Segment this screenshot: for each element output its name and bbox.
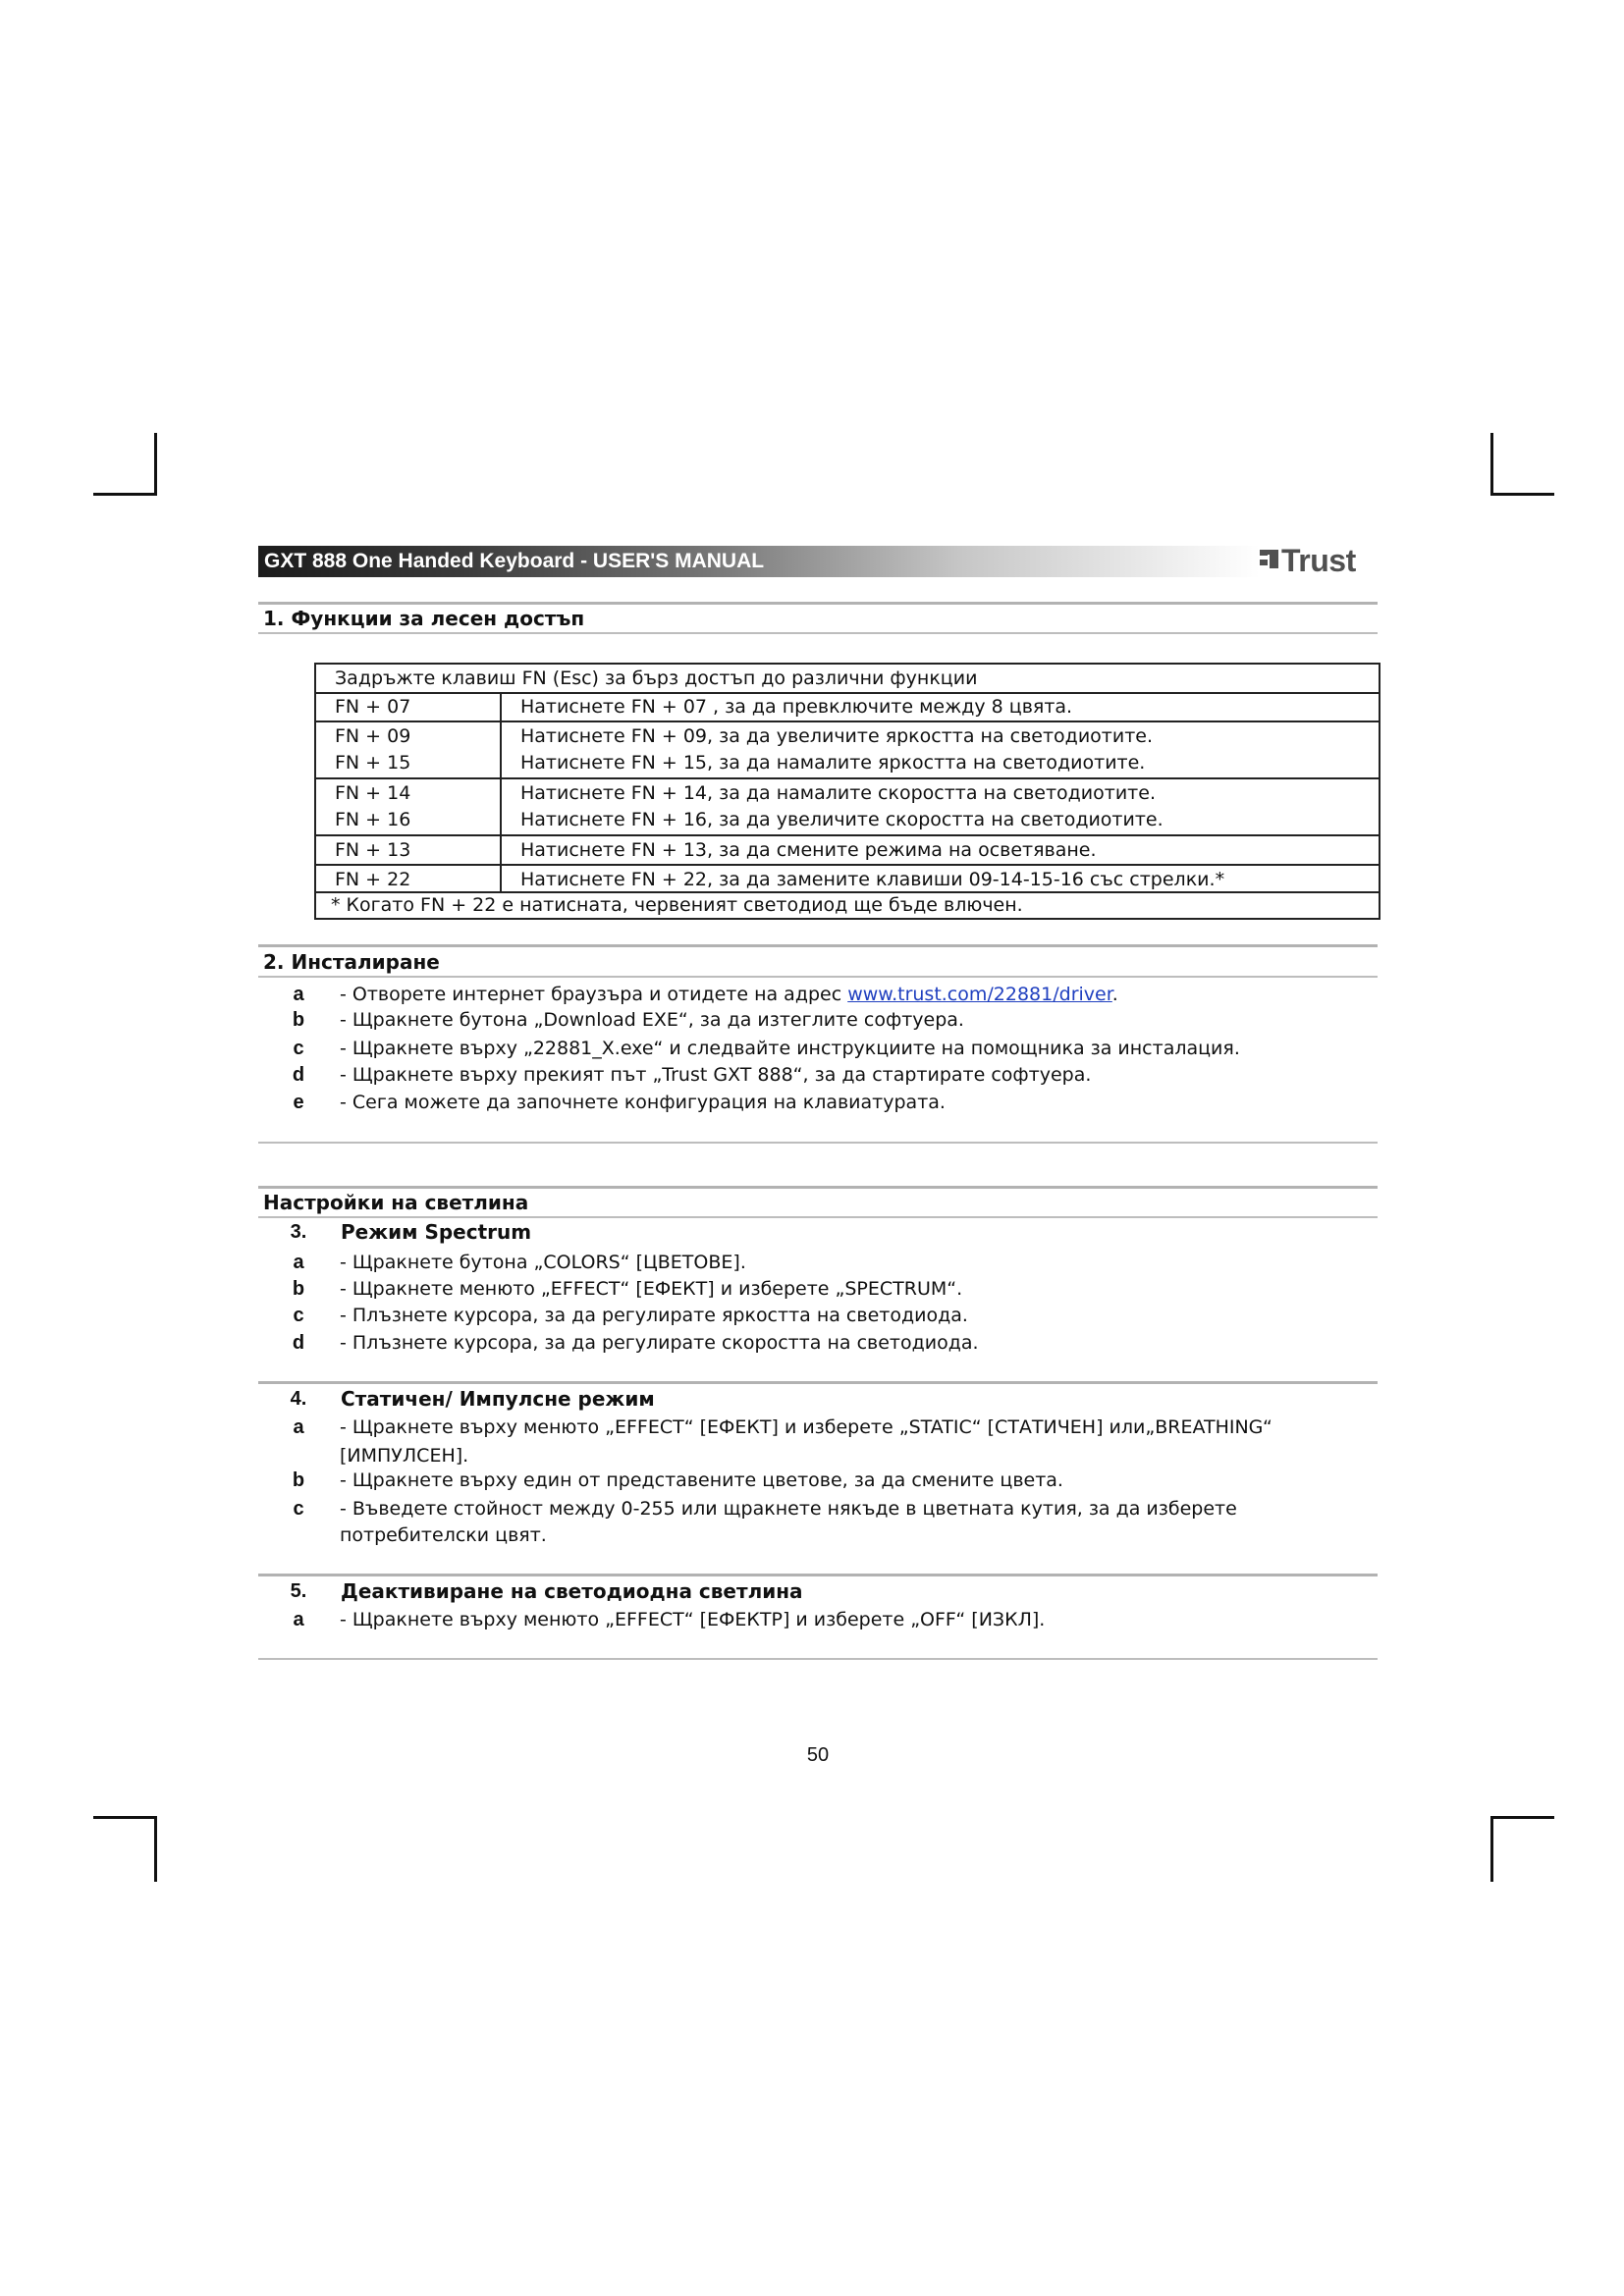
shortcut-key: FN + 14 xyxy=(335,782,411,804)
table-footnote: * Когато FN + 22 е натисната, червеният светодиод ще бъде влючен. xyxy=(331,894,1023,916)
shortcut-table xyxy=(314,663,1380,920)
shortcut-key: FN + 13 xyxy=(335,839,411,861)
crop-mark-bottom-left-horizontal xyxy=(93,1816,157,1819)
step-letter: a xyxy=(293,1416,304,1438)
list-item: - Въведете стойност между 0-255 или щракнете някъде в цветната кутия, за да изберете xyxy=(340,1498,1237,1520)
shortcut-action: Натиснете FN + 09, за да увеличите яркостта на светодиотите. xyxy=(520,725,1154,747)
step-letter: c xyxy=(293,1305,304,1326)
shortcut-key: FN + 22 xyxy=(335,869,411,890)
crop-mark-top-right-vertical xyxy=(1490,433,1493,496)
section-title-lighting: Настройки на светлина xyxy=(263,1191,529,1214)
shortcut-action-cell xyxy=(502,722,1153,777)
shortcut-action: Натиснете FN + 14, за да намалите скоростта на светодиотите. xyxy=(520,782,1156,804)
trust-logo xyxy=(1260,542,1356,579)
step-text: - Отворете интернет браузъра и отидете на адрес xyxy=(340,984,848,1005)
table-row xyxy=(316,836,1379,866)
list-item: - Щракнете менюто „EFFECT“ [ЕФЕКТ] и изберете „SPECTRUM“. xyxy=(340,1278,963,1300)
subsection-number: 3. xyxy=(290,1221,307,1243)
list-item: - Плъзнете курсора, за да регулирате скоростта на светодиода. xyxy=(340,1332,979,1354)
step-letter: c xyxy=(293,1038,304,1059)
table-row xyxy=(316,866,1379,893)
table-intro-text: Задръжте клавиш FN (Esc) за бърз достъп до различни функции xyxy=(335,667,978,689)
shortcut-action: Натиснете FN + 22, за да замените клавиши 09-14-15-16 със стрелки.* xyxy=(520,869,1225,890)
crop-mark-top-left-horizontal xyxy=(93,493,157,496)
subsection-number: 4. xyxy=(290,1388,307,1410)
shortcut-key: FN + 09 xyxy=(335,725,411,747)
list-item: - Щракнете бутона „COLORS“ [ЦВЕТОВЕ]. xyxy=(340,1252,746,1273)
crop-mark-bottom-right-vertical xyxy=(1490,1816,1493,1882)
step-letter: b xyxy=(292,1278,305,1300)
shortcut-key-cell xyxy=(316,694,502,721)
list-item: - Сега можете да започнете конфигурация на клавиатурата. xyxy=(340,1092,946,1113)
table-row xyxy=(316,722,1379,779)
crop-mark-bottom-left-vertical xyxy=(154,1816,157,1882)
shortcut-key-cell xyxy=(316,722,502,777)
shortcut-key-cell xyxy=(316,866,502,891)
shortcut-key: FN + 16 xyxy=(335,809,411,830)
step-letter: e xyxy=(293,1092,304,1113)
table-intro-row xyxy=(316,665,1379,694)
table-row xyxy=(316,694,1379,722)
trust-logo-icon xyxy=(1260,545,1279,576)
driver-link[interactable]: www.trust.com/22881/driver xyxy=(847,984,1112,1005)
table-row xyxy=(316,779,1379,836)
section-rule xyxy=(258,1186,1378,1189)
list-item: - Щракнете върху „22881_X.exe“ и следвайте инструкциите на помощника за инсталация. xyxy=(340,1038,1240,1059)
step-letter: a xyxy=(293,984,304,1005)
shortcut-action-cell xyxy=(502,866,1224,891)
section-title-installation: 2. Инсталиране xyxy=(263,950,440,974)
shortcut-key-cell xyxy=(316,836,502,864)
section-rule xyxy=(258,1381,1378,1384)
crop-mark-top-left-vertical xyxy=(154,433,157,496)
subsection-title-disable: Деактивиране на светодиодна светлина xyxy=(341,1579,803,1603)
section-rule xyxy=(258,1574,1378,1576)
shortcut-key: FN + 07 xyxy=(335,696,411,718)
crop-mark-bottom-right-horizontal xyxy=(1490,1816,1554,1819)
shortcut-action-cell xyxy=(502,694,1072,721)
shortcut-action-cell xyxy=(502,779,1164,834)
step-letter: b xyxy=(292,1009,305,1031)
step-letter: a xyxy=(293,1609,304,1630)
section-rule xyxy=(258,976,1378,978)
shortcut-action: Натиснете FN + 15, за да намалите яркостта на светодиотите. xyxy=(520,752,1146,774)
shortcut-key: FN + 15 xyxy=(335,752,411,774)
table-footnote-row xyxy=(316,893,1379,918)
list-item-continuation: [ИМПУЛСЕН]. xyxy=(340,1445,469,1467)
step-text-end: . xyxy=(1111,984,1118,1005)
step-letter: d xyxy=(292,1064,305,1086)
subsection-number: 5. xyxy=(290,1580,307,1602)
list-item-continuation: потребителски цвят. xyxy=(340,1524,547,1546)
list-item: - Щракнете върху менюто „EFFECT“ [ЕФЕКТР] и изберете „OFF“ [ИЗКЛ]. xyxy=(340,1609,1046,1630)
shortcut-action: Натиснете FN + 13, за да смените режима на осветяване. xyxy=(520,839,1097,861)
section-rule xyxy=(258,944,1378,947)
section-rule xyxy=(258,1142,1378,1144)
list-item: - Щракнете върху един от представените цветове, за да смените цвета. xyxy=(340,1469,1063,1491)
list-item xyxy=(340,983,1118,1006)
section-rule xyxy=(258,1658,1378,1660)
subsection-title-spectrum: Режим Spectrum xyxy=(341,1220,532,1244)
shortcut-action: Натиснете FN + 16, за да увеличите скоростта на светодиотите. xyxy=(520,809,1164,830)
shortcut-action: Натиснете FN + 07 , за да превключите между 8 цвята. xyxy=(520,696,1073,718)
manual-title: GXT 888 One Handed Keyboard - USER'S MANUAL xyxy=(264,550,765,572)
section-rule xyxy=(258,632,1378,634)
section-title-accessibility: 1. Функции за лесен достъп xyxy=(263,607,585,630)
page-number: 50 xyxy=(806,1744,830,1766)
list-item: - Щракнете върху прекият път „Trust GXT 888“, за да стартирате софтуера. xyxy=(340,1064,1092,1086)
trust-logo-text: Trust xyxy=(1281,543,1356,578)
section-rule xyxy=(258,1216,1378,1218)
step-letter: a xyxy=(293,1252,304,1273)
header-bar xyxy=(258,546,1260,577)
shortcut-action-cell xyxy=(502,836,1097,864)
section-rule xyxy=(258,602,1378,605)
crop-mark-top-right-horizontal xyxy=(1490,493,1554,496)
step-letter: c xyxy=(293,1498,304,1520)
step-letter: b xyxy=(292,1469,305,1491)
shortcut-key-cell xyxy=(316,779,502,834)
list-item: - Плъзнете курсора, за да регулирате яркостта на светодиода. xyxy=(340,1305,968,1326)
list-item: - Щракнете върху менюто „EFFECT“ [ЕФЕКТ] и изберете „STATIC“ [СТАТИЧЕН] или„BREATHING“ xyxy=(340,1416,1272,1438)
list-item: - Щракнете бутона „Download EXE“, за да изтеглите софтуера. xyxy=(340,1009,964,1031)
subsection-title-static: Статичен/ Импулсне режим xyxy=(341,1387,655,1411)
step-letter: d xyxy=(292,1332,305,1354)
